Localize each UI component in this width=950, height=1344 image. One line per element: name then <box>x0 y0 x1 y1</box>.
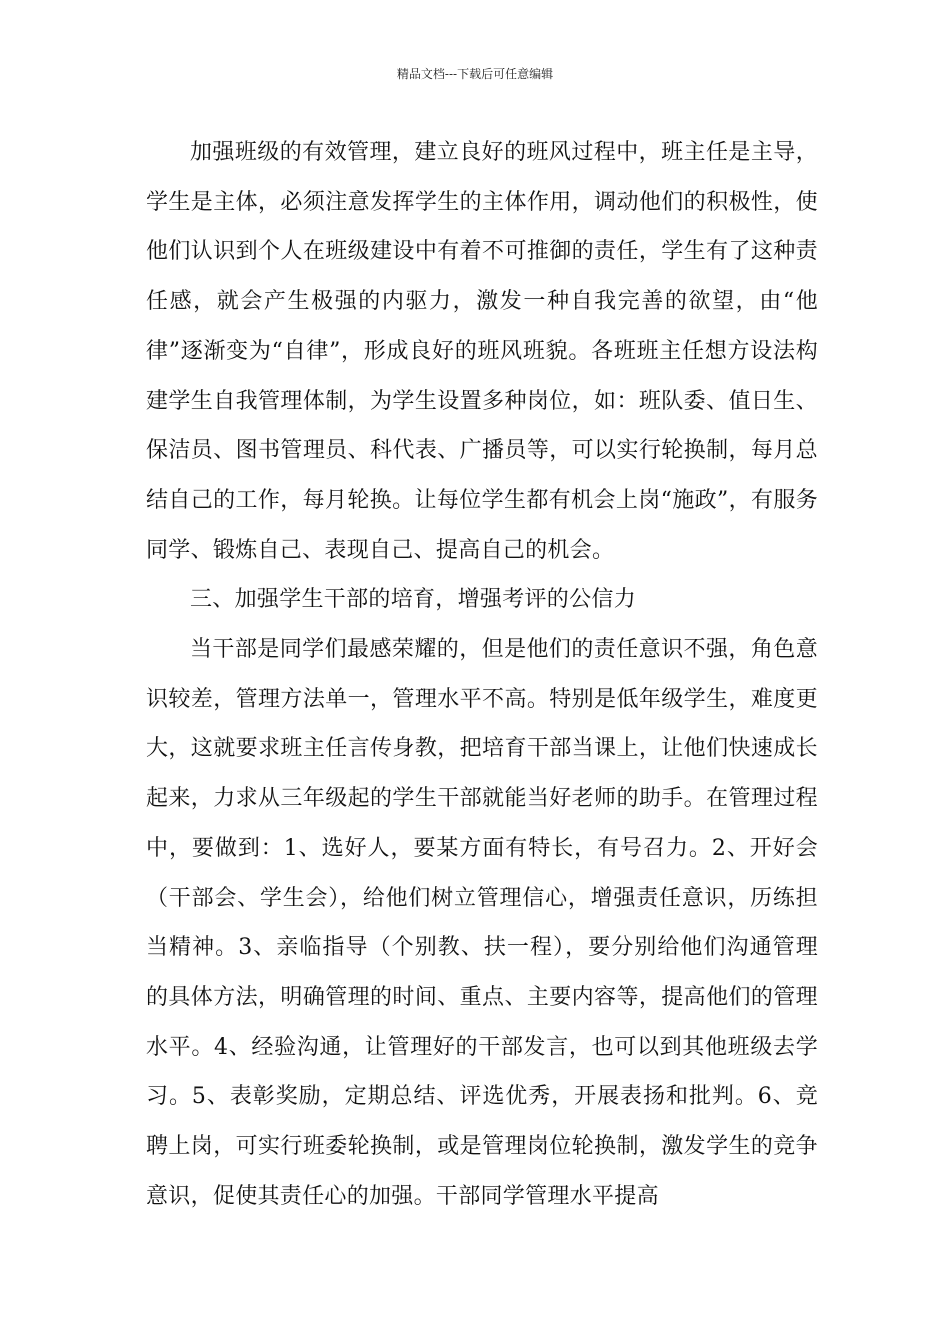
section-heading-student-cadres: 三、加强学生干部的培育，增强考评的公信力 <box>190 587 637 613</box>
page-header: 精品文档---下载后可任意编辑 <box>396 67 554 81</box>
document-body <box>146 128 818 1221</box>
paragraph-class-management: 加强班级的有效管理，建立良好的班风过程中，班主任是主导，学生是主体，必须注意发挥学生的主体作用，调动他们的积极性，使他们认识到个人在班级建设中有着不可推御的责任，学生有了这种责任感，就会产生极强的内驱力，激发一种自我完善的欲望，由“他律”逐渐变为“自律”，形成良好的班风班貌。各班班主任想方设法构建学生自我管理体制，为学生设置多种岗位，如：班队委、值日生、保洁员、图书管理员、科代表、广播员等，可以实行轮换制，每月总结自己的工作，每月轮换。让每位学生都有机会上岗“施政”，有服务同学、锻炼自己、表现自己、提高自己的机会。 <box>146 140 818 563</box>
paragraph-cadre-training: 当干部是同学们最感荣耀的，但是他们的责任意识不强，角色意识较差，管理方法单一，管理水平不高。特别是低年级学生，难度更大，这就要求班主任言传身教，把培育干部当课上，让他们快速成长起来，力求从三年级起的学生干部就能当好老师的助手。在管理过程中，要做到：1、选好人，要某方面有特长，有号召力。2、开好会（干部会、学生会），给他们树立管理信心，增强责任意识，历练担当精神。3、亲临指导（个别教、扶一程），要分别给他们沟通管理的具体方法，明确管理的时间、重点、主要内容等，提高他们的管理水平。4、经验沟通，让管理好的干部发言，也可以到其他班级去学习。5、表彰奖励，定期总结、评选优秀，开展表扬和批判。6、竞聘上岗，可实行班委轮换制，或是管理岗位轮换制，激发学生的竞争意识，促使其责任心的加强。干部同学管理水平提高 <box>146 637 818 1209</box>
